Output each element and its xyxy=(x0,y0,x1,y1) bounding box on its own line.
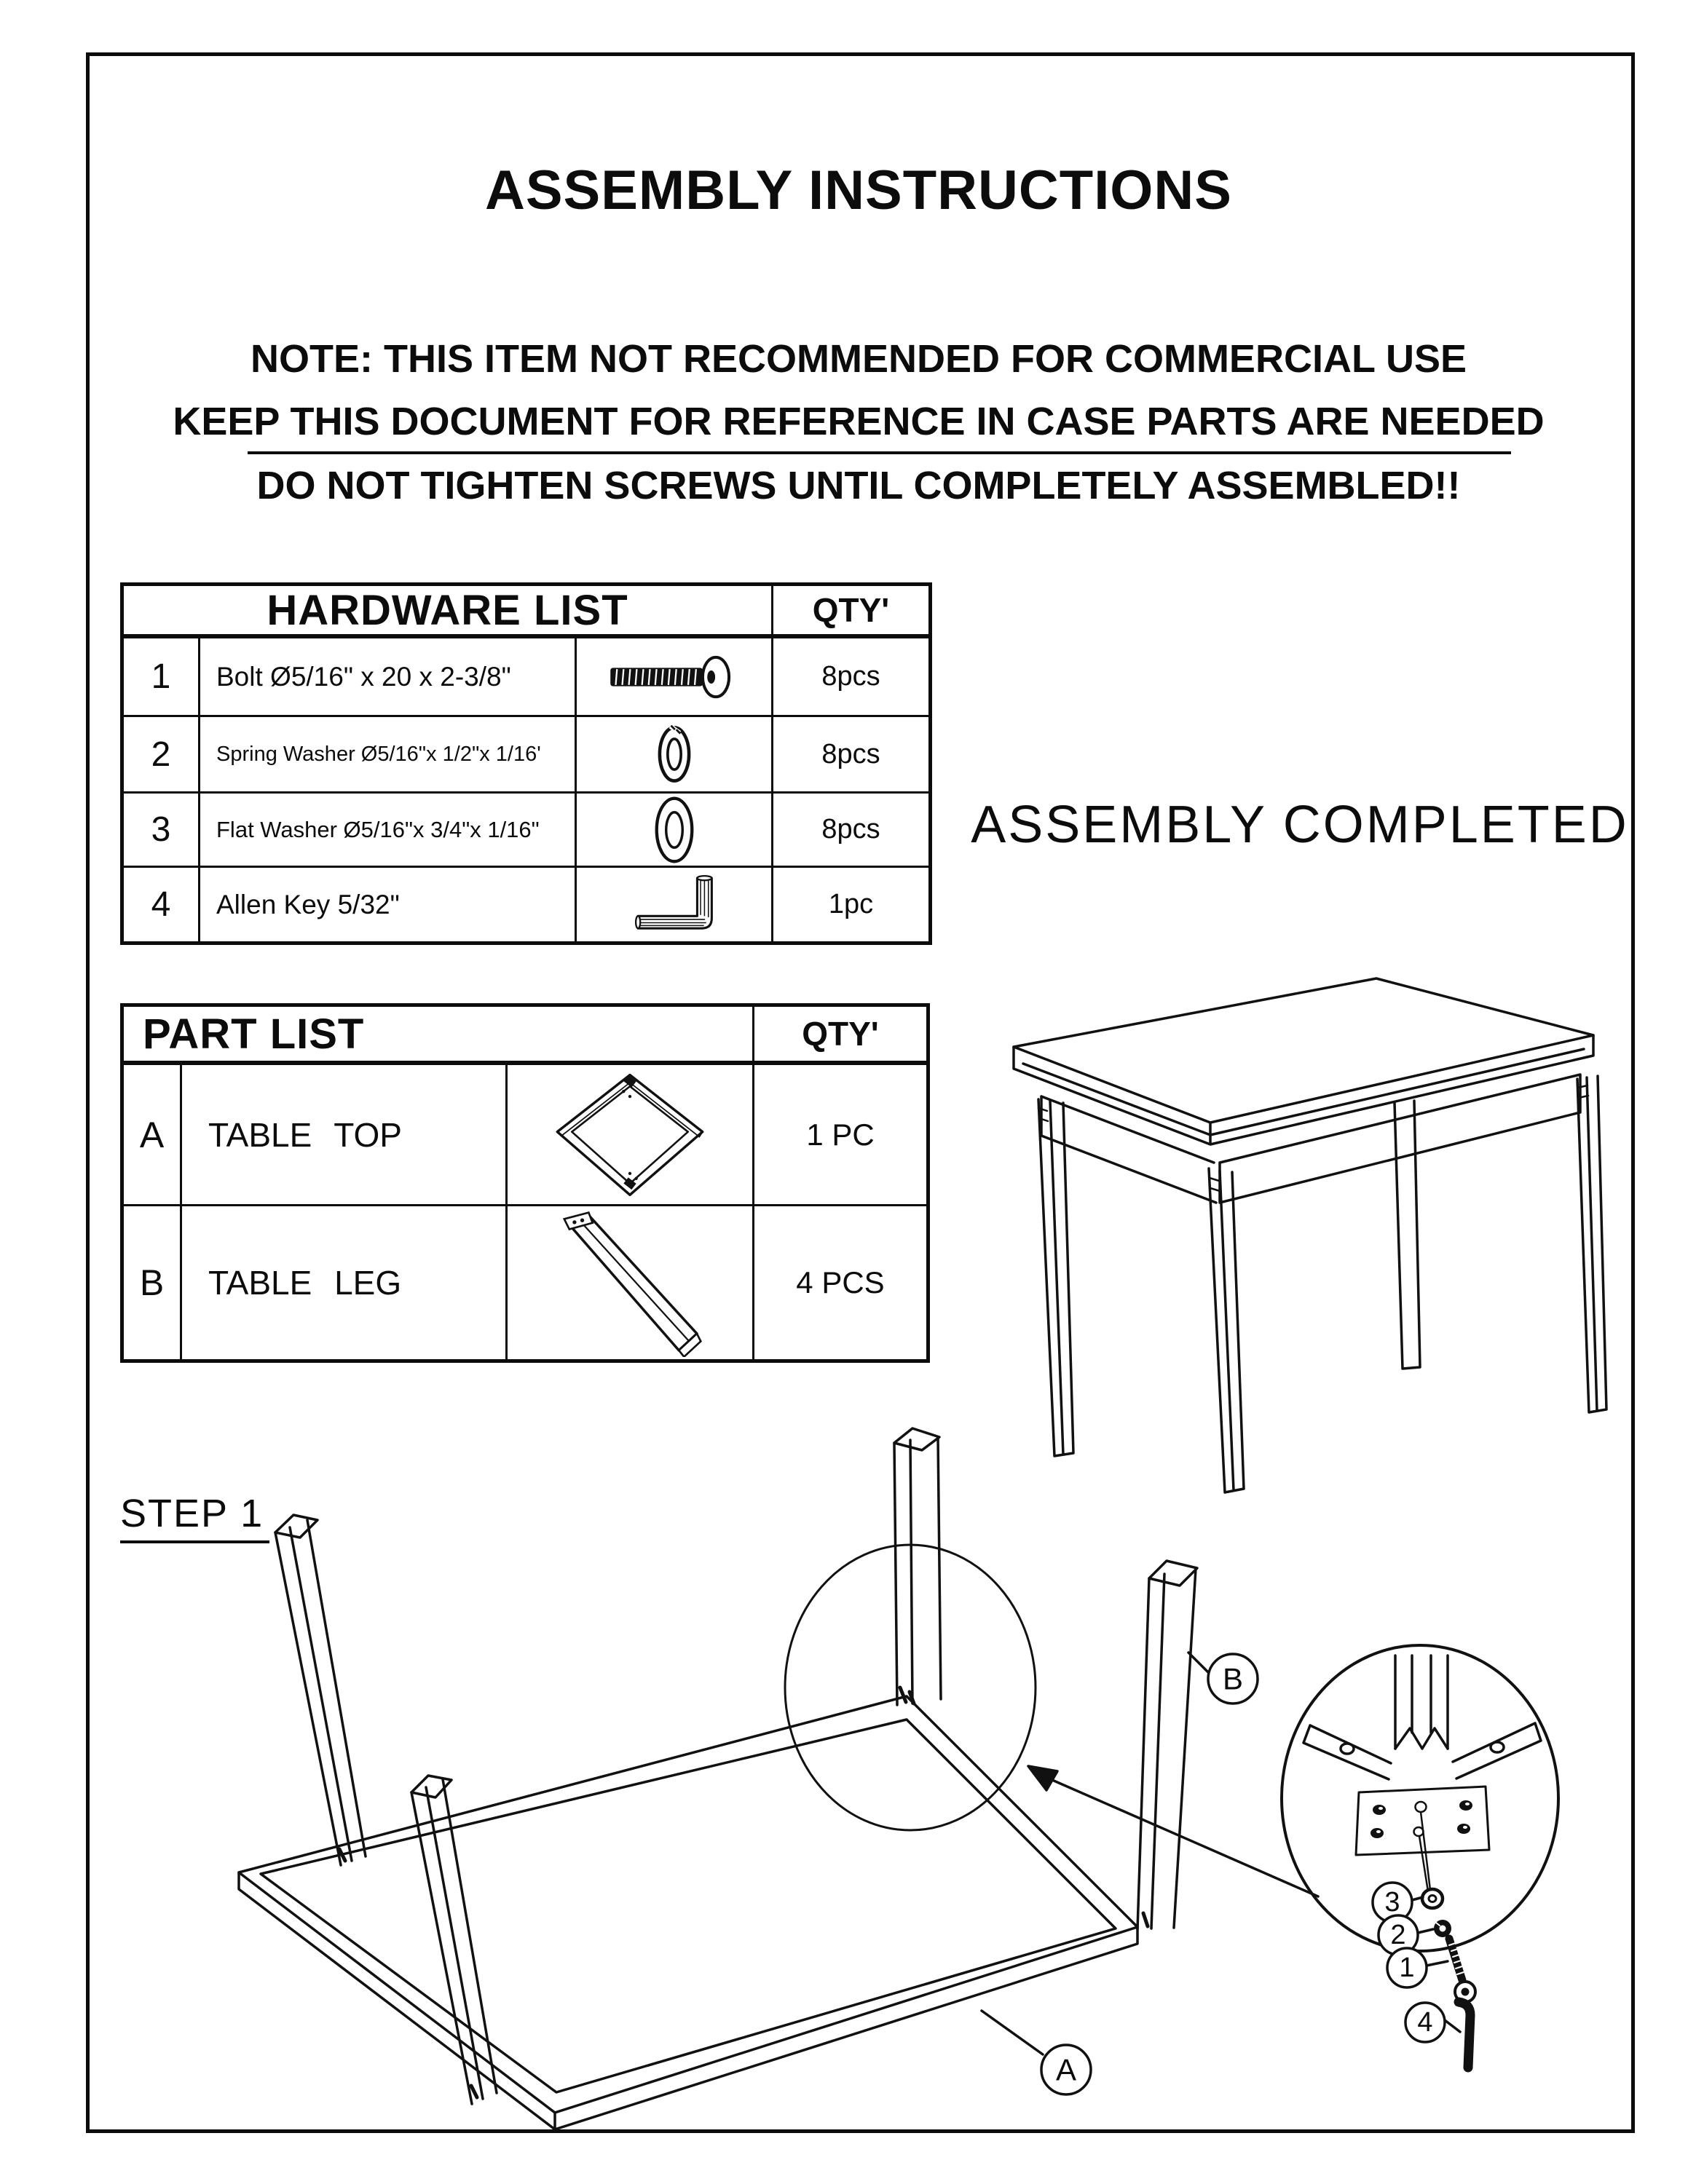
spring-washer-icon xyxy=(651,719,698,789)
part-list-title: PART LIST xyxy=(143,1010,365,1058)
hardware-row-qty: 8pcs xyxy=(773,638,928,717)
hardware-row-icon-cell xyxy=(577,638,773,717)
part-row-qty: 1 PC xyxy=(754,1065,926,1206)
note-line-2: KEEP THIS DOCUMENT FOR REFERENCE IN CASE PARTS ARE NEEDED xyxy=(173,400,1545,443)
page-title: ASSEMBLY INSTRUCTIONS xyxy=(484,159,1233,221)
part-row-icon-cell xyxy=(508,1206,754,1359)
part-qty-header: QTY' xyxy=(754,1007,926,1065)
callout-b-label: B xyxy=(1222,1661,1244,1696)
hardware-row-qty: 1pc xyxy=(828,889,874,919)
hardware-row-num: 4 xyxy=(124,868,200,941)
callout-a-label: A xyxy=(1055,2052,1077,2087)
step1-diagram xyxy=(109,1420,1631,2129)
note-underline xyxy=(248,451,1511,454)
note-line-3: DO NOT TIGHTEN SCREWS UNTIL COMPLETELY ASSEMBLED!! xyxy=(256,464,1461,507)
hardware-list-header xyxy=(124,586,773,638)
hardware-qty-header: QTY' xyxy=(773,586,928,638)
part-row-icon-cell xyxy=(508,1065,754,1206)
step1-label: STEP 1 xyxy=(120,1491,269,1543)
hardware-row-icon-cell xyxy=(577,717,773,794)
hardware-row-qty: 8pcs xyxy=(773,717,928,794)
hardware-row-icon-cell xyxy=(577,794,773,868)
part-list-header xyxy=(124,1007,754,1065)
assembly-completed-label: ASSEMBLY COMPLETED xyxy=(971,796,1629,854)
part-list-table xyxy=(120,1003,930,1363)
part-row-desc: TABLE TOP xyxy=(182,1065,508,1206)
allen-key-icon xyxy=(620,871,729,938)
hardware-list-table xyxy=(120,582,932,945)
hardware-row-num: 1 xyxy=(124,638,200,717)
note-line-1: NOTE: THIS ITEM NOT RECOMMENDED FOR COMMERCIAL USE xyxy=(251,337,1467,381)
part-row-letter: A xyxy=(124,1065,182,1206)
table-top-icon xyxy=(546,1069,714,1201)
hardware-row-desc: Flat Washer Ø5/16"x 3/4"x 1/16" xyxy=(200,794,577,868)
table-leg-icon xyxy=(546,1208,714,1357)
part-row-qty: 4 PCS xyxy=(796,1265,885,1299)
callout-3-label: 3 xyxy=(1384,1887,1400,1918)
hardware-row-desc: Allen Key 5/32" xyxy=(200,868,577,941)
bolt-icon xyxy=(605,654,744,700)
part-row-desc: TABLE LEG xyxy=(182,1206,508,1359)
callout-1-label: 1 xyxy=(1399,1952,1415,1983)
hardware-row-num: 3 xyxy=(124,794,200,868)
flat-washer-icon xyxy=(648,794,701,868)
hardware-row-icon-cell xyxy=(577,868,773,941)
callout-4-label: 4 xyxy=(1417,2007,1433,2038)
part-row-letter: B xyxy=(124,1206,182,1359)
hardware-list-title: HARDWARE LIST xyxy=(267,586,628,634)
hardware-row-desc: Bolt Ø5/16" x 20 x 2-3/8" xyxy=(200,638,577,717)
hardware-row-desc: Spring Washer Ø5/16"x 1/2"x 1/16' xyxy=(200,717,577,794)
hardware-row-qty: 8pcs xyxy=(773,794,928,868)
callout-2-label: 2 xyxy=(1390,1920,1406,1950)
hardware-row-num: 2 xyxy=(124,717,200,794)
